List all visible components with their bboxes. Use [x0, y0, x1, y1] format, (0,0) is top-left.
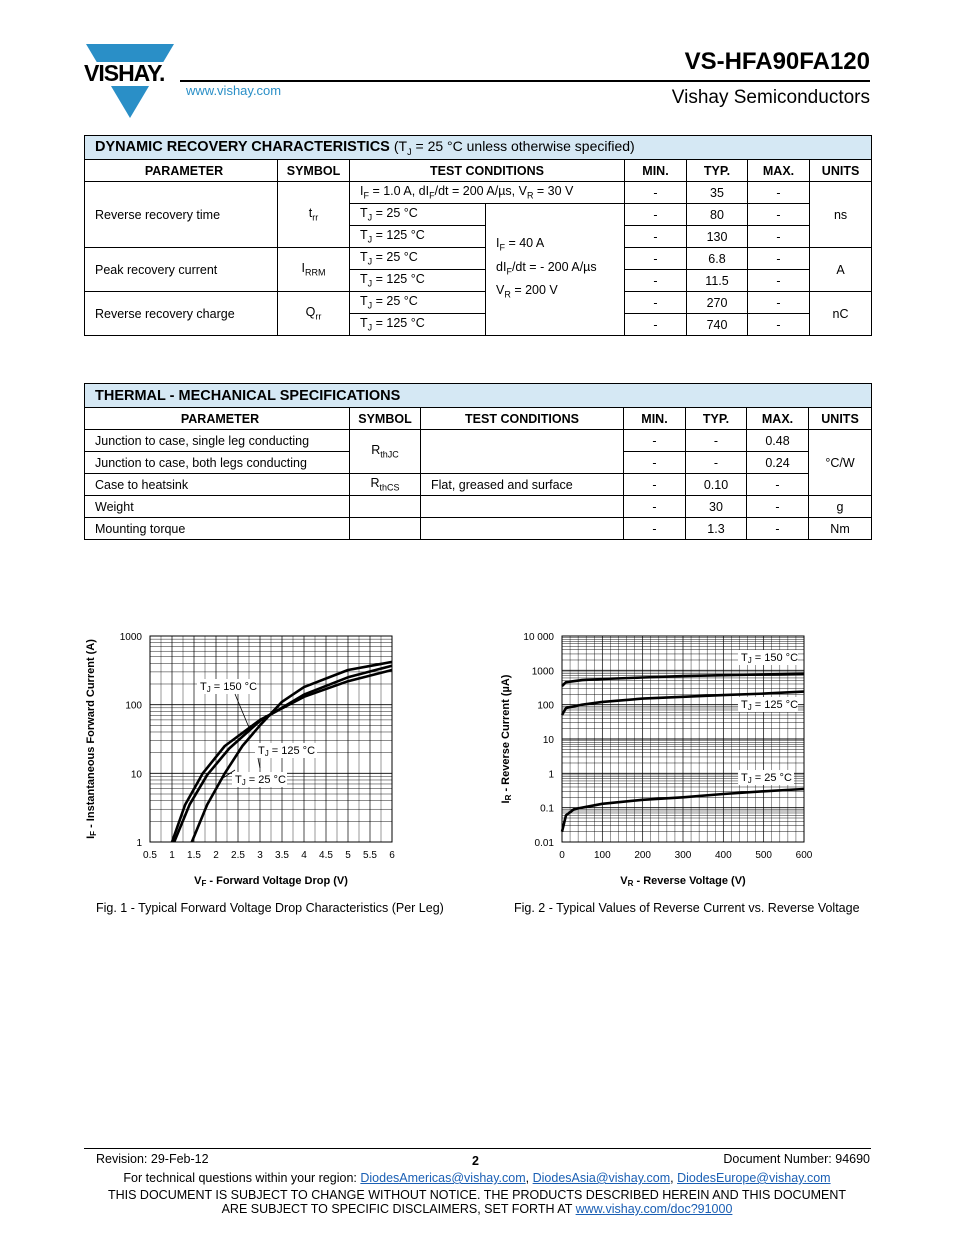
series-annotation: TJ = 125 °C — [258, 745, 316, 758]
y-tick-label: 1000 — [531, 666, 554, 678]
page-number: 2 — [472, 1154, 479, 1168]
series-annotation: TJ = 25 °C — [741, 772, 792, 785]
y-tick-label: 1 — [136, 838, 142, 849]
x-tick-label: 1 — [169, 850, 175, 861]
x-tick-label: 4.5 — [319, 850, 333, 861]
footer-rule — [84, 1148, 871, 1149]
email-europe-link[interactable]: DiodesEurope@vishay.com — [677, 1171, 831, 1185]
y-tick-label: 0.01 — [534, 838, 554, 849]
contact-line: For technical questions within your region: DiodesAmericas@vishay.com, DiodesAsia@vishay.com, DiodesEurope@vishay.com — [123, 1171, 831, 1185]
x-tick-label: 0.5 — [143, 850, 157, 861]
y-tick-label: 1 — [548, 769, 554, 781]
document-number: Document Number: 94690 — [723, 1152, 870, 1166]
table-row: Weight - 30 - g — [85, 496, 872, 518]
y-tick-label: 0.1 — [540, 803, 554, 815]
x-tick-label: 600 — [795, 850, 813, 861]
x-tick-label: 3 — [257, 850, 263, 861]
x-tick-label: 4 — [301, 850, 307, 861]
figure-1-caption: Fig. 1 - Typical Forward Voltage Drop Characteristics (Per Leg) — [96, 901, 444, 915]
table-row: $T_J = 25$ °C $I_F = 40$ A $dI_F/dt$ = - 200 A/µs $V_R = 200$ V - 80 - — [85, 204, 872, 226]
forward-voltage-chart — [80, 620, 420, 900]
dynamic-recovery-table — [84, 135, 872, 336]
disclaimer-line-2: ARE SUBJECT TO SPECIFIC DISCLAIMERS, SET FORTH AT www.vishay.com/doc?91000 — [221, 1202, 733, 1216]
table-row: Reverse recovery charge $Q_{rr}$ $T_J = 25$ °C - 270 - nC — [85, 292, 872, 314]
y-tick-label: 1000 — [119, 632, 142, 643]
email-asia-link[interactable]: DiodesAsia@vishay.com — [532, 1171, 671, 1185]
table-row: Junction to case, both legs conducting - - 0.24 — [85, 452, 872, 474]
table-title: THERMAL - MECHANICAL SPECIFICATIONS — [85, 384, 872, 408]
table-row: Junction to case, single leg conducting $R_{thJC}$ - - 0.48 °C/W — [85, 430, 872, 452]
x-tick-label: 300 — [674, 850, 692, 861]
table-row: Mounting torque - 1.3 - Nm — [85, 518, 872, 540]
part-number: VS-HFA90FA120 — [684, 48, 870, 75]
x-tick-label: 6 — [389, 850, 395, 861]
y-axis-label: IR - Reverse Current (µA) — [500, 674, 513, 804]
email-americas-link[interactable]: DiodesAmericas@vishay.com — [360, 1171, 526, 1185]
y-tick-label: 100 — [537, 700, 554, 712]
x-tick-label: 2.5 — [231, 850, 245, 861]
x-tick-label: 5.5 — [363, 850, 377, 861]
table-row: Peak recovery current $I_{RRM}$ $T_J = 25$ °C - 6.8 - A — [85, 248, 872, 270]
x-tick-label: 1.5 — [187, 850, 201, 861]
header-rule — [180, 80, 870, 82]
thermal-mechanical-table — [84, 383, 872, 540]
table-title: DYNAMIC RECOVERY CHARACTERISTICS ($T_J = 25$ °C unless otherwise specified) — [85, 136, 872, 160]
table-row: $T_J = 125$ °C - 740 - — [85, 314, 872, 336]
table-row: $T_J = 125$ °C - 130 - — [85, 226, 872, 248]
y-tick-label: 10 — [542, 735, 554, 746]
series-annotation: TJ = 150 °C — [200, 681, 258, 694]
figure-2-caption: Fig. 2 - Typical Values of Reverse Current vs. Reverse Voltage — [514, 901, 860, 915]
reverse-current-chart — [495, 620, 835, 900]
revision-date: Revision: 29-Feb-12 — [96, 1152, 209, 1166]
x-tick-label: 5 — [345, 850, 351, 861]
x-axis-label: VR - Reverse Voltage (V) — [620, 875, 746, 888]
disclaimer-line-1: THIS DOCUMENT IS SUBJECT TO CHANGE WITHOUT NOTICE. THE PRODUCTS DESCRIBED HEREIN AND THIS DOCUMENT — [107, 1188, 847, 1202]
series-annotation: TJ = 150 °C — [741, 652, 799, 665]
x-tick-label: 0 — [559, 850, 565, 861]
y-tick-label: 100 — [125, 700, 142, 712]
company-name: Vishay Semiconductors — [671, 87, 870, 108]
x-axis-label: VF - Forward Voltage Drop (V) — [194, 875, 348, 888]
x-tick-label: 500 — [755, 850, 773, 861]
series-annotation: TJ = 25 °C — [235, 774, 286, 787]
x-tick-label: 200 — [634, 850, 652, 861]
y-tick-label: 10 — [130, 769, 142, 781]
table-header-row: PARAMETER SYMBOL TEST CONDITIONS MIN. TYP. MAX. UNITS — [85, 160, 872, 182]
x-tick-label: 2 — [213, 850, 219, 861]
website-link[interactable]: www.vishay.com — [186, 83, 282, 98]
table-row: Reverse recovery time $t_{rr}$ $I_F = 1.0$ A, $dI_F/dt = 200$ A/µs, $V_R = 30$ V - 35 - ns — [85, 182, 872, 204]
table-row: Case to heatsink $R_{thCS}$ Flat, greased and surface - 0.10 - — [85, 474, 872, 496]
vishay-logo-text: VISHAY. — [84, 60, 165, 86]
x-tick-label: 400 — [714, 850, 732, 861]
x-tick-label: 3.5 — [275, 850, 289, 861]
x-tick-label: 100 — [593, 850, 611, 861]
y-tick-label: 10 000 — [523, 632, 554, 643]
table-row: $T_J = 125$ °C - 11.5 - — [85, 270, 872, 292]
disclaimer-link[interactable]: www.vishay.com/doc?91000 — [575, 1202, 733, 1216]
y-axis-label: IF - Instantaneous Forward Current (A) — [85, 639, 98, 839]
series-annotation: TJ = 125 °C — [741, 699, 799, 712]
table-header-row: PARAMETER SYMBOL TEST CONDITIONS MIN. TYP. MAX. UNITS — [85, 408, 872, 430]
